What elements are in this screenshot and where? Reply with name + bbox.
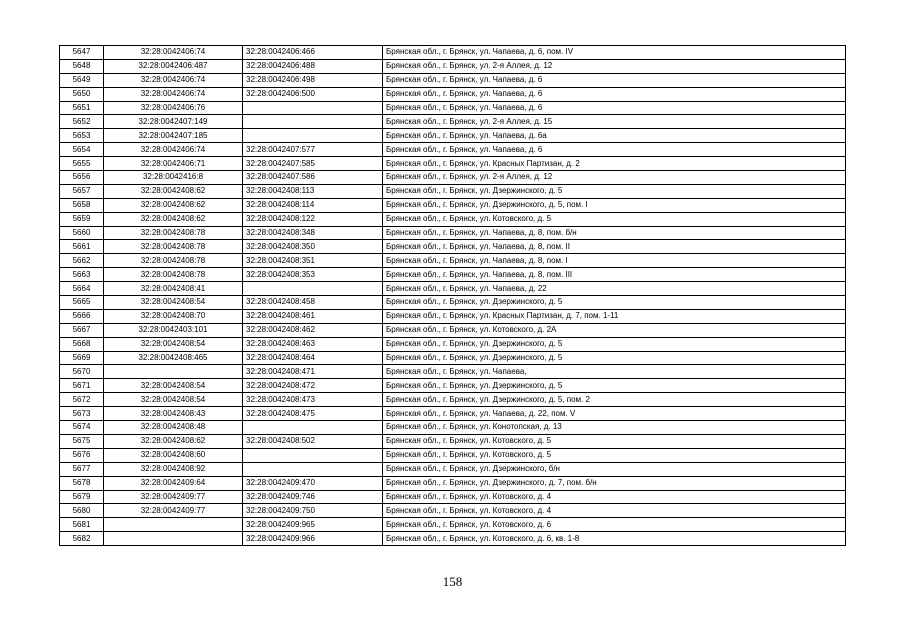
row-number-cell: 5660 xyxy=(60,226,104,240)
parcel-cadastral-number-cell: 32:28:0042406:74 xyxy=(104,87,243,101)
address-cell: Брянская обл., г. Брянск, ул. Котовского, д. 4 xyxy=(383,490,846,504)
row-number-cell: 5652 xyxy=(60,115,104,129)
row-number-cell: 5666 xyxy=(60,309,104,323)
table-row xyxy=(60,46,846,60)
address-cell: Брянская обл., г. Брянск, ул. Чапаева, д. 6 xyxy=(383,143,846,157)
object-cadastral-number-cell: 32:28:0042406:488 xyxy=(243,59,383,73)
parcel-cadastral-number-cell: 32:28:0042408:465 xyxy=(104,351,243,365)
row-number-cell: 5647 xyxy=(60,46,104,60)
row-number-cell: 5678 xyxy=(60,476,104,490)
table-row xyxy=(60,282,846,296)
address-cell: Брянская обл., г. Брянск, ул. Дзержинского, д. 5 xyxy=(383,184,846,198)
row-number-cell: 5658 xyxy=(60,198,104,212)
object-cadastral-number-cell: 32:28:0042408:475 xyxy=(243,407,383,421)
parcel-cadastral-number-cell: 32:28:0042408:54 xyxy=(104,337,243,351)
table-row xyxy=(60,59,846,73)
object-cadastral-number-cell: 32:28:0042408:458 xyxy=(243,296,383,310)
table-row xyxy=(60,323,846,337)
row-number-cell: 5650 xyxy=(60,87,104,101)
parcel-cadastral-number-cell: 32:28:0042406:76 xyxy=(104,101,243,115)
object-cadastral-number-cell xyxy=(243,421,383,435)
address-cell: Брянская обл., г. Брянск, ул. Котовского, д. 5 xyxy=(383,448,846,462)
object-cadastral-number-cell: 32:28:0042407:585 xyxy=(243,157,383,171)
address-cell: Брянская обл., г. Брянск, ул. 2-я Аллея, д. 12 xyxy=(383,59,846,73)
parcel-cadastral-number-cell: 32:28:0042406:487 xyxy=(104,59,243,73)
address-cell: Брянская обл., г. Брянск, ул. 2-я Аллея, д. 15 xyxy=(383,115,846,129)
table-row xyxy=(60,448,846,462)
object-cadastral-number-cell: 32:28:0042408:471 xyxy=(243,365,383,379)
row-number-cell: 5672 xyxy=(60,393,104,407)
object-cadastral-number-cell: 32:28:0042406:498 xyxy=(243,73,383,87)
table-row xyxy=(60,490,846,504)
parcel-cadastral-number-cell: 32:28:0042408:70 xyxy=(104,309,243,323)
object-cadastral-number-cell: 32:28:0042407:586 xyxy=(243,171,383,185)
object-cadastral-number-cell xyxy=(243,448,383,462)
parcel-cadastral-number-cell: 32:28:0042409:77 xyxy=(104,504,243,518)
parcel-cadastral-number-cell: 32:28:0042407:149 xyxy=(104,115,243,129)
parcel-cadastral-number-cell: 32:28:0042406:74 xyxy=(104,143,243,157)
row-number-cell: 5659 xyxy=(60,212,104,226)
address-cell: Брянская обл., г. Брянск, ул. Красных Партизан, д. 7, пом. 1-11 xyxy=(383,309,846,323)
parcel-cadastral-number-cell: 32:28:0042406:71 xyxy=(104,157,243,171)
parcel-cadastral-number-cell: 32:28:0042406:74 xyxy=(104,46,243,60)
table-row xyxy=(60,198,846,212)
parcel-cadastral-number-cell: 32:28:0042408:92 xyxy=(104,462,243,476)
row-number-cell: 5661 xyxy=(60,240,104,254)
address-cell: Брянская обл., г. Брянск, ул. Чапаева, д. 8, пом. III xyxy=(383,268,846,282)
parcel-cadastral-number-cell: 32:28:0042409:64 xyxy=(104,476,243,490)
object-cadastral-number-cell xyxy=(243,115,383,129)
object-cadastral-number-cell xyxy=(243,101,383,115)
row-number-cell: 5665 xyxy=(60,296,104,310)
table-row xyxy=(60,171,846,185)
object-cadastral-number-cell: 32:28:0042408:351 xyxy=(243,254,383,268)
address-cell: Брянская обл., г. Брянск, ул. Чапаева, д. 22 xyxy=(383,282,846,296)
row-number-cell: 5667 xyxy=(60,323,104,337)
address-cell: Брянская обл., г. Брянск, ул. Чапаева, д. 6 xyxy=(383,73,846,87)
table-row xyxy=(60,157,846,171)
table-row xyxy=(60,407,846,421)
object-cadastral-number-cell xyxy=(243,129,383,143)
row-number-cell: 5677 xyxy=(60,462,104,476)
table-row xyxy=(60,351,846,365)
table-row xyxy=(60,504,846,518)
address-cell: Брянская обл., г. Брянск, ул. Дзержинского, д. 5, пом. I xyxy=(383,198,846,212)
address-cell: Брянская обл., г. Брянск, ул. Конотопская, д. 13 xyxy=(383,421,846,435)
table-row xyxy=(60,518,846,532)
parcel-cadastral-number-cell: 32:28:0042408:78 xyxy=(104,240,243,254)
address-cell: Брянская обл., г. Брянск, ул. Котовского, д. 5 xyxy=(383,212,846,226)
row-number-cell: 5674 xyxy=(60,421,104,435)
address-cell: Брянская обл., г. Брянск, ул. Красных Партизан, д. 2 xyxy=(383,157,846,171)
address-cell: Брянская обл., г. Брянск, ул. Дзержинского, д. 5 xyxy=(383,379,846,393)
table-row xyxy=(60,365,846,379)
parcel-cadastral-number-cell: 32:28:0042407:185 xyxy=(104,129,243,143)
address-cell: Брянская обл., г. Брянск, ул. Дзержинского, д. 5 xyxy=(383,351,846,365)
object-cadastral-number-cell: 32:28:0042409:965 xyxy=(243,518,383,532)
address-cell: Брянская обл., г. Брянск, ул. Котовского, д. 4 xyxy=(383,504,846,518)
table-row xyxy=(60,476,846,490)
table-row xyxy=(60,379,846,393)
parcel-cadastral-number-cell: 32:28:0042406:74 xyxy=(104,73,243,87)
row-number-cell: 5663 xyxy=(60,268,104,282)
parcel-cadastral-number-cell xyxy=(104,518,243,532)
table-row xyxy=(60,296,846,310)
row-number-cell: 5676 xyxy=(60,448,104,462)
row-number-cell: 5664 xyxy=(60,282,104,296)
address-cell: Брянская обл., г. Брянск, ул. Дзержинского, д. 5 xyxy=(383,296,846,310)
address-cell: Брянская обл., г. Брянск, ул. Чапаева, д. 6 xyxy=(383,87,846,101)
table-row xyxy=(60,87,846,101)
object-cadastral-number-cell: 32:28:0042408:502 xyxy=(243,434,383,448)
registry-table xyxy=(59,45,846,546)
row-number-cell: 5651 xyxy=(60,101,104,115)
row-number-cell: 5668 xyxy=(60,337,104,351)
row-number-cell: 5657 xyxy=(60,184,104,198)
table-row xyxy=(60,212,846,226)
table-row xyxy=(60,226,846,240)
table-row xyxy=(60,254,846,268)
object-cadastral-number-cell: 32:28:0042407:577 xyxy=(243,143,383,157)
parcel-cadastral-number-cell: 32:28:0042408:60 xyxy=(104,448,243,462)
parcel-cadastral-number-cell: 32:28:0042409:77 xyxy=(104,490,243,504)
address-cell: Брянская обл., г. Брянск, ул. Дзержинского, д. 7, пом. б/н xyxy=(383,476,846,490)
object-cadastral-number-cell: 32:28:0042408:353 xyxy=(243,268,383,282)
object-cadastral-number-cell: 32:28:0042406:466 xyxy=(243,46,383,60)
row-number-cell: 5671 xyxy=(60,379,104,393)
address-cell: Брянская обл., г. Брянск, ул. Котовского, д. 5 xyxy=(383,434,846,448)
row-number-cell: 5682 xyxy=(60,532,104,546)
table-row xyxy=(60,393,846,407)
address-cell: Брянская обл., г. Брянск, ул. Котовского, д. 6, кв. 1-8 xyxy=(383,532,846,546)
object-cadastral-number-cell: 32:28:0042408:473 xyxy=(243,393,383,407)
address-cell: Брянская обл., г. Брянск, ул. Чапаева, д. 8, пом. I xyxy=(383,254,846,268)
row-number-cell: 5649 xyxy=(60,73,104,87)
object-cadastral-number-cell xyxy=(243,462,383,476)
object-cadastral-number-cell: 32:28:0042409:750 xyxy=(243,504,383,518)
row-number-cell: 5673 xyxy=(60,407,104,421)
parcel-cadastral-number-cell: 32:28:0042408:43 xyxy=(104,407,243,421)
parcel-cadastral-number-cell: 32:28:0042408:62 xyxy=(104,184,243,198)
table-row xyxy=(60,462,846,476)
parcel-cadastral-number-cell xyxy=(104,532,243,546)
address-cell: Брянская обл., г. Брянск, ул. Чапаева, д. 8, пом. II xyxy=(383,240,846,254)
parcel-cadastral-number-cell: 32:28:0042408:62 xyxy=(104,434,243,448)
parcel-cadastral-number-cell: 32:28:0042408:78 xyxy=(104,268,243,282)
object-cadastral-number-cell: 32:28:0042408:464 xyxy=(243,351,383,365)
parcel-cadastral-number-cell: 32:28:0042408:48 xyxy=(104,421,243,435)
table-row xyxy=(60,101,846,115)
table-row xyxy=(60,115,846,129)
address-cell: Брянская обл., г. Брянск, ул. Котовского, д. 6 xyxy=(383,518,846,532)
address-cell: Брянская обл., г. Брянск, ул. Чапаева, xyxy=(383,365,846,379)
address-cell: Брянская обл., г. Брянск, ул. Котовского, д. 2А xyxy=(383,323,846,337)
parcel-cadastral-number-cell xyxy=(104,365,243,379)
parcel-cadastral-number-cell: 32:28:0042408:62 xyxy=(104,198,243,212)
parcel-cadastral-number-cell: 32:28:0042408:54 xyxy=(104,393,243,407)
address-cell: Брянская обл., г. Брянск, ул. 2-я Аллея, д. 12 xyxy=(383,171,846,185)
parcel-cadastral-number-cell: 32:28:0042408:62 xyxy=(104,212,243,226)
row-number-cell: 5654 xyxy=(60,143,104,157)
table-row xyxy=(60,240,846,254)
table-row xyxy=(60,309,846,323)
table-row xyxy=(60,421,846,435)
row-number-cell: 5662 xyxy=(60,254,104,268)
object-cadastral-number-cell xyxy=(243,282,383,296)
object-cadastral-number-cell: 32:28:0042408:461 xyxy=(243,309,383,323)
row-number-cell: 5669 xyxy=(60,351,104,365)
row-number-cell: 5675 xyxy=(60,434,104,448)
parcel-cadastral-number-cell: 32:28:0042403:101 xyxy=(104,323,243,337)
address-cell: Брянская обл., г. Брянск, ул. Чапаева, д. 6 xyxy=(383,101,846,115)
table-row xyxy=(60,129,846,143)
table-row xyxy=(60,184,846,198)
table-row xyxy=(60,434,846,448)
parcel-cadastral-number-cell: 32:28:0042416:8 xyxy=(104,171,243,185)
parcel-cadastral-number-cell: 32:28:0042408:41 xyxy=(104,282,243,296)
object-cadastral-number-cell: 32:28:0042406:500 xyxy=(243,87,383,101)
table-row xyxy=(60,143,846,157)
row-number-cell: 5679 xyxy=(60,490,104,504)
parcel-cadastral-number-cell: 32:28:0042408:78 xyxy=(104,226,243,240)
object-cadastral-number-cell: 32:28:0042408:472 xyxy=(243,379,383,393)
row-number-cell: 5680 xyxy=(60,504,104,518)
object-cadastral-number-cell: 32:28:0042408:463 xyxy=(243,337,383,351)
object-cadastral-number-cell: 32:28:0042409:470 xyxy=(243,476,383,490)
object-cadastral-number-cell: 32:28:0042408:350 xyxy=(243,240,383,254)
row-number-cell: 5656 xyxy=(60,171,104,185)
object-cadastral-number-cell: 32:28:0042408:348 xyxy=(243,226,383,240)
object-cadastral-number-cell: 32:28:0042408:462 xyxy=(243,323,383,337)
object-cadastral-number-cell: 32:28:0042409:746 xyxy=(243,490,383,504)
row-number-cell: 5681 xyxy=(60,518,104,532)
row-number-cell: 5653 xyxy=(60,129,104,143)
address-cell: Брянская обл., г. Брянск, ул. Дзержинского, д. 5, пом. 2 xyxy=(383,393,846,407)
row-number-cell: 5648 xyxy=(60,59,104,73)
object-cadastral-number-cell: 32:28:0042408:114 xyxy=(243,198,383,212)
row-number-cell: 5655 xyxy=(60,157,104,171)
table-row xyxy=(60,337,846,351)
parcel-cadastral-number-cell: 32:28:0042408:54 xyxy=(104,379,243,393)
parcel-cadastral-number-cell: 32:28:0042408:78 xyxy=(104,254,243,268)
row-number-cell: 5670 xyxy=(60,365,104,379)
parcel-cadastral-number-cell: 32:28:0042408:54 xyxy=(104,296,243,310)
address-cell: Брянская обл., г. Брянск, ул. Дзержинского, б/н xyxy=(383,462,846,476)
registry-table-body xyxy=(60,46,846,546)
table-row xyxy=(60,268,846,282)
address-cell: Брянская обл., г. Брянск, ул. Чапаева, д. 8, пом. б/н xyxy=(383,226,846,240)
object-cadastral-number-cell: 32:28:0042408:113 xyxy=(243,184,383,198)
table-row xyxy=(60,73,846,87)
address-cell: Брянская обл., г. Брянск, ул. Дзержинского, д. 5 xyxy=(383,337,846,351)
address-cell: Брянская обл., г. Брянск, ул. Чапаева, д. 6, пом. IV xyxy=(383,46,846,60)
table-row xyxy=(60,532,846,546)
object-cadastral-number-cell: 32:28:0042408:122 xyxy=(243,212,383,226)
address-cell: Брянская обл., г. Брянск, ул. Чапаева, д. 6а xyxy=(383,129,846,143)
address-cell: Брянская обл., г. Брянск, ул. Чапаева, д. 22, пом. V xyxy=(383,407,846,421)
page-number: 158 xyxy=(442,574,463,589)
object-cadastral-number-cell: 32:28:0042409:966 xyxy=(243,532,383,546)
